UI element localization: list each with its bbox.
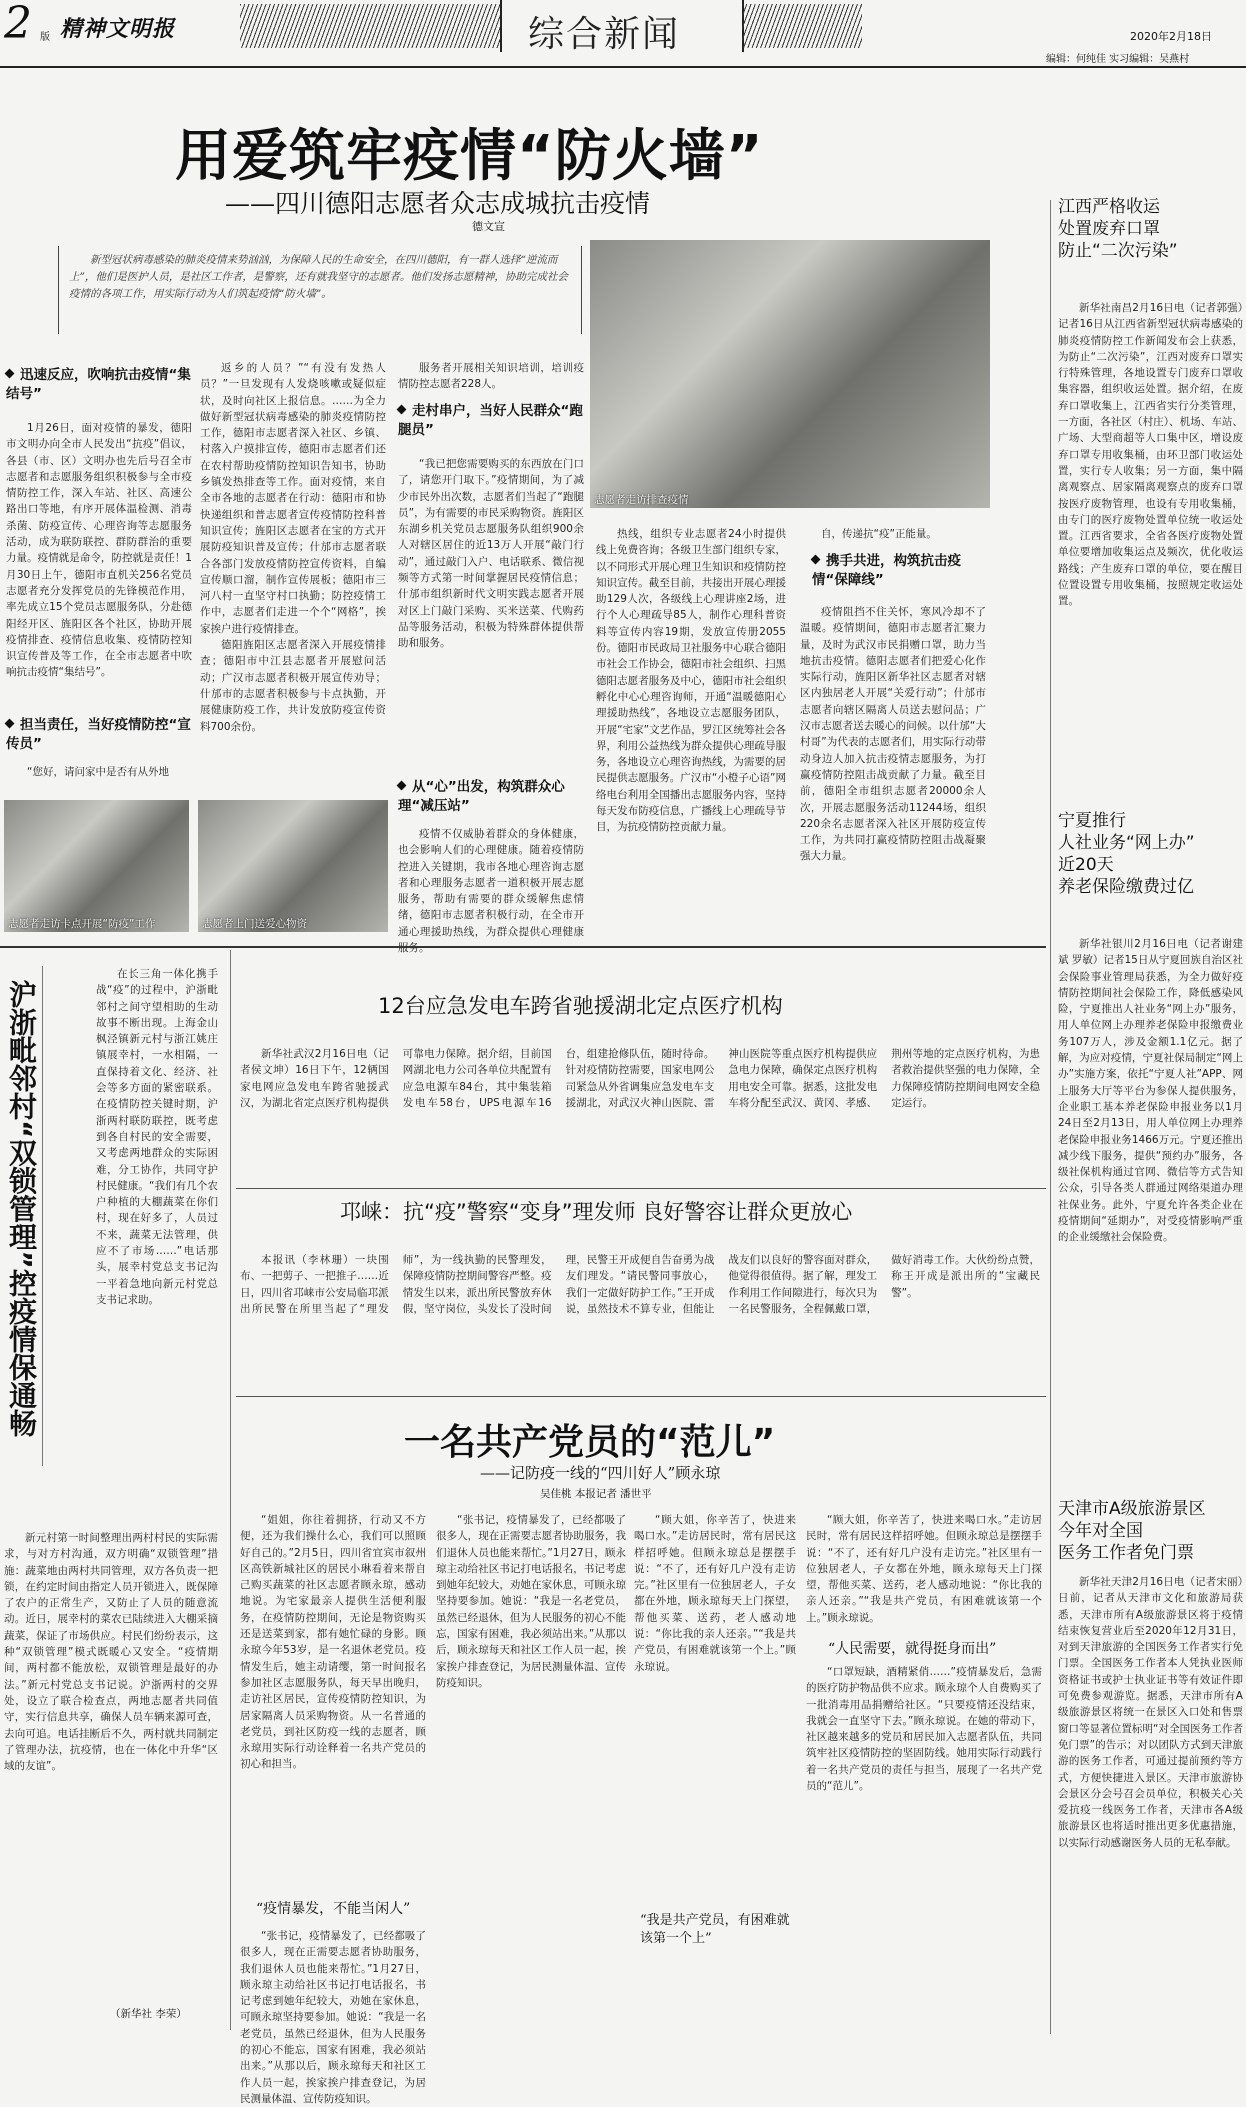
diamond-icon xyxy=(397,405,407,415)
member-quote-3: “人民需要，就得挺身而出” xyxy=(828,1641,997,1657)
member-col-1b: “张书记，疫情暴发了，已经都吸了很多人，现在正需要志愿者协助服务，我们退休人员也能来帮忙。”1月27日，顾永琼主动给社区书记打电话报名，书记考虑到她年纪较大，劝她在家休息，可顾永琼坚持要参加。她说：“我是一名老党员，虽然已经退休，但为人民服务的初心不能忘，国家有困难，我必须站出来。”从那以后，顾永琼每天和社区工作人员一起，挨家挨户排查登记，为居民测量体温、宣传防疫知识。 xyxy=(240,1930,426,2105)
masthead-rule xyxy=(0,66,1246,68)
sidebar-headline-1: 江西严格收运 处置废弃口罩 防止“二次污染” xyxy=(1058,197,1178,261)
subhead-4: 从“心”出发，构筑群众心理“减压站” xyxy=(398,779,565,814)
editor-credits: 编辑：何纯佳 实习编辑：吴燕村 xyxy=(1046,54,1190,65)
member-col-3: “顾大姐，你辛苦了，快进来喝口水。”走访居民时，常有居民这样招呼她。但顾永琼总是摆摆手说：“不了，还有好几户没有走访完。”社区里有一位独居老人，子女都在外地，顾永琼每天上门探望，帮他买菜、送药，老人感动地说：“你比我的亲人还亲。”“我是共产党员，有困难就该第一个上。”顾永琼说。 xyxy=(634,1514,796,1673)
village-title: 沪浙毗邻村“双锁管理”控疫情保通畅 xyxy=(5,980,38,1437)
diamond-icon xyxy=(811,555,821,565)
photo-caption: 志愿者走访排查疫情 xyxy=(594,494,689,506)
lead-col-4: 热线，组织专业志愿者24小时提供线上免费咨询；各级卫生部门组织专家，以不同形式开展心理卫生知识和疫情防控知识宣传。截至目前，共接出开展心理援助129人次，各级线上心理讲座2场，进行个人心理疏导85人，制作心理科普资料等宣传内容19期，发放宣传册2055份。德阳市民政局卫社服务中心联合德阳市社会工作协会，德阳市社会组织、扫黑德阳志愿者服务及中心，德阳市社会组织孵化中心心理咨询师，开通“温暖德阳心理援助热线”，各地设立志愿服务团队，开展“宅家”文艺作品，罗江区统筹社会各界，利用公益热线为群众提供心理疏导服务，各地设立心理咨询热线，为需要的居民提供志愿服务。广汉市“小橙子心语”网络电台利用全国播出志愿服务内容，坚持每天发布防疫信息，广播线上心理疏导节目，为抗疫情防控贡献力量。 xyxy=(596,528,786,834)
member-title: 一名共产党员的“范儿” xyxy=(404,1422,776,1463)
masthead xyxy=(0,0,1246,65)
photo-caption: 志愿者上门送爱心物资 xyxy=(202,918,307,930)
diamond-icon xyxy=(397,781,407,791)
lead-bottom-rule xyxy=(0,946,1046,948)
sidebar-headline-3: 天津市A级旅游景区 今年对全国 医务工作者免门票 xyxy=(1058,1499,1206,1563)
member-byline: 吴佳桃 本报记者 潘世平 xyxy=(540,1488,652,1500)
lead-byline: 德文宣 xyxy=(472,220,505,233)
village-body-2: 新元村第一时间整理出两村村民的实际需求，与对方村沟通，双方明确“双锁管理”措施：蔬菜地由两村共同管理，双方各负责一把锁，在约定时间由指定人员开锁进入，既保障了农户的正常生产，又防止了人员的随意流动。近日，展幸村的菜农已陆续进入大棚采摘蔬菜，保证了市场供应。村民们纷纷表示，这种“双锁管理”模式既暖心又安全。“疫情期间，两村都不能放松，双锁管理是最好的办法。”新元村党总支书记说。沪浙两村的交界处，设立了联合检查点，两地志愿者共同值守，实行信息共享，确保人员车辆来源可查，去向可追。电话挂断后不久，两村就共同制定了管理办法，抗疫情，也在一体化中升华“区域的友谊”。 xyxy=(4,1532,218,1773)
lead-photo-right xyxy=(198,800,388,932)
trucks-body: 新华社武汉2月16日电（记者侯文坤）16日下午，12辆国家电网应急发电车跨省驰援武汉，为湖北省定点医疗机构提供可靠电力保障。据介绍，目前国网湖北电力公司各单位共配置有应急电源车84台，其中集装箱发电车58台，UPS电源车16台，组建抢修队伍，随时待命。针对疫情防控需要，国家电网公司紧急从外省调集应急发电车支援湖北，对武汉火神山医院、雷神山医院等重点医疗机构提供应急电力保障，确保定点医疗机构用电安全可靠。据悉，这批发电车将分配至武汉、黄冈、孝感、荆州等地的定点医疗机构，为患者救治提供坚强的电力保障，全力保障疫情防控期间电网安全稳定运行。 xyxy=(240,1048,1040,1109)
section-banner-right xyxy=(742,4,862,48)
village-credit: （新华社 李荣） xyxy=(110,2008,187,2020)
section-title: 综合新闻 xyxy=(528,14,681,55)
subhead-3: 走村串户，当好人民群众“跑腿员” xyxy=(398,403,583,438)
lead-col-3a: 服务者开展相关知识培训，培训疫情防控志愿者228人。 xyxy=(398,362,584,391)
lead-col-3b: “我已把您需要购买的东西放在门口了，请您开门取下。”疫情期间，为了减少市民外出次数，志愿者们当起了“跑腿员”，为有需要的市民采购物资。旌阳区东湖乡机关党员志愿服务队组织900余人对辖区居住的近13万人开展“敲门行动”，通过敲门入户、电话联系、微信视频等方式第一时间掌握居民疫情信息；什邡市组织新时代文明实践志愿者开展对区上门敲门采购、买米送菜、代购药品等服务活动，积极为特殊群体提供帮助和服务。 xyxy=(398,458,584,650)
sidebar-headline-2: 宁夏推行 人社业务“网上办” 近20天 养老保险缴费过亿 xyxy=(1058,811,1195,897)
member-subtitle: ——记防疫一线的“四川好人”顾永琼 xyxy=(480,1464,721,1482)
page-number: 2 xyxy=(4,0,32,49)
section-banner-left xyxy=(240,4,500,48)
member-col-1: “姐姐，你往着拥挤，行动又不方便，还为我们操什么心，我们可以照顾好自己的。”2月5日，四川省宜宾市叙州区高铁新城社区的居民小琳看着来帮自己购买蔬菜的社区志愿者顾永琼，感动地说。为宅家最亲人提供生活便利服务，在疫情防控期间，无论是物资购买还是送菜到家，都有她忙碌的身影。顾永琼今年53岁，是一名退休老党员。疫情发生后，她主动请缨，第一时间报名参加社区志愿服务队，每天早出晚归，走访社区居民，宣传疫情防控知识，为居家隔离人员采购物资。从一名普通的老党员，到社区防疫一线的志愿者，顾永琼用实际行动诠释着一名共产党员的初心和担当。 xyxy=(240,1514,426,1771)
column-divider xyxy=(230,950,231,2030)
diamond-icon xyxy=(5,719,15,729)
member-quote-2: “我是共产党员，有困难就该第一个上” xyxy=(640,1913,790,1946)
paper-name: 精神文明报 xyxy=(60,16,176,42)
lead-col-5a: 自，传递抗“疫”正能量。 xyxy=(821,528,937,540)
subhead-5: 携手共进，构筑抗击疫情“保障线” xyxy=(812,553,961,588)
barber-title: 邛崃：抗“疫”警察“变身”理发师 良好警容让群众更放心 xyxy=(340,1200,853,1224)
barber-body: 本报讯（李林珊）一块围布、一把剪子、一把推子……近日，四川省邛崃市公安局临邛派出所民警在所里当起了“理发师”，为一线执勤的民警理发，保障疫情防控期间警容严整。疫情发生以来，派出所民警放弃休假，坚守岗位，头发长了没时间理，民警王开成便自告奋勇为战友们理发。“请民警同事放心，我们一定做好防护工作。”王开成说，虽然技术不算专业，但能让战友们以良好的警容面对群众，他觉得很值得。据了解，理发工作利用工作间隙进行，每次只为一名民警服务，全程佩戴口罩，做好消毒工作。大伙纷纷点赞，称王开成是派出所的“宝藏民警”。 xyxy=(240,1254,1040,1315)
subhead-2: 担当责任，当好疫情防控“宣传员” xyxy=(6,717,191,752)
member-col-4: “顾大姐，你辛苦了，快进来喝口水。”走访居民时，常有居民这样招呼她。但顾永琼总是摆摆手说：“不了，还有好几户没有走访完。”社区里有一位独居老人，子女都在外地，顾永琼每天上门探望，帮他买菜、送药，老人感动地说：“你比我的亲人还亲。”“我是共产党员，有困难就该第一个上。”顾永琼说。 xyxy=(806,1514,1042,1624)
sidebar-body-2: 新华社银川2月16日电（记者谢建斌 罗敏）记者15日从宁夏回族自治区社会保险事业管理局获悉，为全力做好疫情防控期间社会保险工作，降低感染风险，宁夏推出人社业务“网上办”服务，用人单位网上办理养老保险申报缴费业务107万人，涉及金额1.1亿元。据了解，为应对疫情，宁夏社保局制定“网上办”实施方案，依托“宁夏人社”APP、网上服务大厅等平台为参保人提供服务，企业职工基本养老保险申报业务以1月24日至2月13日，用人单位网上办理养老保险申报业务1466万元。宁夏还推出减少线下服务，提供“预约办”服务，各级社保机构通过官网、微信等方式告知公众，引导各类人群通过网络渠道办理社保业务。此外，宁夏允许各类企业在疫情期间“延期办”，对受疫情影响严重的企业缓缴社会保险费。 xyxy=(1058,938,1243,1244)
village-body: 在长三角一体化携手战“疫”的过程中，沪浙毗邻村之间守望相助的生动故事不断出现。上海金山枫泾镇新元村与浙江姚庄镇展幸村，一水相隔，一直保持着文化、经济、社会等多方面的紧密联系。在疫情防控关键时期，沪浙两村联防联控，既考虑到各自村民的安全需要，又考虑两地群众的实际困难，分工协作，共同守护村民健康。“我们有几个农户种植的大棚蔬菜在你们村，现在好多了，人员过不来，蔬菜无法管理，供应不了市场……”电话那头，展幸村党总支书记沟一平着急地向新元村党总支书记求助。 xyxy=(96,968,218,1306)
trucks-title: 12台应急发电车跨省驰援湖北定点医疗机构 xyxy=(378,994,783,1018)
lead-col-2: 返乡的人员？”“有没有发热人员？”一旦发现有人发烧咳嗽或疑似症状，及时向社区上报信息。……为全力做好新型冠状病毒感染的肺炎疫情防控工作，德阳市志愿者深入社区、乡镇、村落入户摸排宣传，德阳市志愿者们还在农村帮助疫情防控知识告知书，协助乡镇发热排查等工作。面对疫情，来自全市各地的志愿者在行动：德阳市和协快递组织和普志愿者宣传疫情防控科普知识宣传；旌阳区志愿者在宝的方式开展防疫知识普及宣传；什邡市志愿者联合各部门发放疫情防控宣传资料，自编宣传顺口溜，制作宣传展板；德阳市三河八村一直坚守村口执勤；防控疫情工作中，志愿者们走进一个个“网格”，挨家挨户进行疫情排查。 德阳旌阳区志愿者深入开展疫情排查；德阳市中江县志愿者开展慰问活动；广汉市志愿者积极开展宣传劝导；什邡市的志愿者积极参与卡点执勤，开展健康防疫工作，共计发放防疫宣传资料700余份。 xyxy=(200,362,386,733)
member-col-2: “张书记，疫情暴发了，已经都吸了很多人，现在正需要志愿者协助服务，我们退休人员也能来帮忙。”1月27日，顾永琼主动给社区书记打电话报名，书记考虑到她年纪较大，劝她在家休息，可顾永琼坚持要参加。她说：“我是一名老党员，虽然已经退休，但为人民服务的初心不能忘，国家有困难，我必须站出来。”从那以后，顾永琼每天和社区工作人员一起，挨家挨户排查登记，为居民测量体温、宣传防疫知识。 xyxy=(436,1514,626,1689)
member-col-4b: “口罩短缺，酒精紧俏……”疫情暴发后，急需的医疗防护物品供不应求。顾永琼个人自费购买了一批消毒用品捐赠给社区。“只要疫情还没结束，我就会一直坚守下去。”顾永琼说。在她的带动下，社区越来越多的党员和居民加入志愿者队伍，共同筑牢社区疫情防控的坚固防线。她用实际行动践行着一名共产党员的责任与担当，展现了一名共产党员的“范儿”。 xyxy=(806,1666,1042,1793)
lead-photo-left xyxy=(4,800,189,932)
member-quote-1: “疫情暴发，不能当闲人” xyxy=(256,1901,411,1917)
issue-date: 2020年2月18日 xyxy=(1130,30,1212,43)
lead-col-5b: 疫情阻挡不住关怀，寒风冷却不了温暖。疫情期间，德阳市志愿者汇聚力量，及时为武汉市民捐赠口罩，助力当地抗击疫情。德阳志愿者们把爱心化作实际行动，旌阳区新华社区志愿者对辖区内独居老人开展“关爱行动”；什邡市志愿者向辖区隔离人员送去慰问品；广汉市志愿者送去暖心的问候。以什邡“大村哥”为代表的志愿者们，用实际行动带动身边人加入抗击疫情志愿服务，为打赢疫情防控阻击战贡献了力量。截至目前，德阳全市组织志愿者20000余人次，开展志愿服务活动11244场，组织220余名志愿者深入社区开展防疫宣传工作，为共同打赢疫情防控阻击战凝聚强大力量。 xyxy=(800,606,986,863)
section-banner xyxy=(500,0,744,55)
lead-col-1b: “您好，请问家中是否有从外地 xyxy=(27,766,169,778)
lead-subhead: ——四川德阳志愿者众志成城抗击疫情 xyxy=(225,189,651,218)
trucks-rule xyxy=(236,1188,1046,1189)
diamond-icon xyxy=(5,369,15,379)
lead-intro-box xyxy=(58,246,582,334)
photo-caption: 志愿者走访卡点开展“防疫”工作 xyxy=(8,918,156,930)
village-divider xyxy=(42,966,43,1466)
subhead-1: 迅速反应，吹响抗击疫情“集结号” xyxy=(6,367,191,402)
lead-col-3c: 疫情不仅威胁着群众的身体健康，也会影响人们的心理健康。随着疫情防控进入关键期，我市各地心理咨询志愿者和心理服务志愿者一道积极开展志愿服务，帮助有需要的群众缓解焦虑情绪，德阳市志愿者积极行动，在全市开通心理援助热线，为群众提供心理健康服务。 xyxy=(398,828,584,955)
lead-headline: 用爱筑牢疫情“防火墙” xyxy=(175,124,764,189)
sidebar-body-3: 新华社天津2月16日电（记者宋丽）日前，记者从天津市文化和旅游局获悉，天津市所有A级旅游景区将于疫情结束恢复营业后至2020年12月31日，对到天津旅游的全国医务工作者实行免门票。全国医务工作者本人凭执业医师资格证书或护士执业证书等有效证件即可免费参观游览。据悉，天津市所有A级旅游景区将统一在景区入口处和售票窗口等显著位置标明“对全国医务工作者免门票”的告示；对以团队方式到天津旅游的医务工作者，可通过提前预约等方式，方便快捷进入景区。天津市旅游协会景区分会号召会员单位，积极关心关爱抗疫一线医务工作者，天津市各A级旅游景区也将适时推出更多优惠措施，以实际行动感谢医务人员的无私奉献。 xyxy=(1058,1576,1243,1849)
lead-intro: 新型冠状病毒感染的肺炎疫情来势汹汹，为保障人民的生命安全，在四川德阳，有一群人选择“逆流而上”，他们是医护人员，是社区工作者，是警察，还有就我坚守的志愿者。他们发扬志愿精神，协助完成社会疫情的各项工作，用实际行动为人们筑起疫情“防火墙”。 xyxy=(69,254,568,300)
page-number-suffix: 版 xyxy=(40,32,50,43)
barber-rule xyxy=(236,1396,1046,1397)
lead-main-photo xyxy=(590,240,990,508)
sidebar-divider xyxy=(1050,200,1051,2034)
sidebar-body-1: 新华社南昌2月16日电（记者郭强）记者16日从江西省新型冠状病毒感染的肺炎疫情防控工作新闻发布会上获悉，为防止“二次污染”，江西对废弃口罩实行特殊管理，各地设置专门废弃口罩收集容器，组织收运处置。据介绍，在废弃口罩收集上，江西省实行分类管理，一方面，各社区（村庄）、机场、车站、广场、大型商超等人口集中区，增设废弃口罩专用收集桶，由环卫部门收运处置，实行专人收集；另一方面，集中隔离观察点、居家隔离观察点的废弃口罩按医疗废物管理，也设有专用收集桶，由专门的医疗废物处置单位统一收运处置。江西省要求，全省各医疗废物处置单位要增加收集运点及频次，优化收运路线；产生废弃口罩的单位，要在醒目位置设置专用收集桶，按照规定收运处置。 xyxy=(1058,302,1243,608)
lead-col-1: 1月26日，面对疫情的暴发，德阳市文明办向全市人民发出“抗疫”倡议，各县（市、区）文明办也先后号召全市志愿者和志愿服务组织积极参与全市疫情防控工作，深入车站、社区、高速公路出口等地，有序开展体温检测、消毒杀菌、防疫宣传、心理咨询等志愿服务活动，成为联防联控、群防群治的重要力量。疫情就是命令，防控就是责任！1月30日上午，德阳市直机关256名党员志愿者充分发挥党员的先锋模范作用，率先成立15个党员志愿服务队，分赴德阳经开区、旌阳区各个社区，协助开展疫情排查、疫情信息收集、疫情防控知识宣传普及等工作，在全市志愿者中吹响抗击疫情“集结号”。 xyxy=(6,422,192,679)
